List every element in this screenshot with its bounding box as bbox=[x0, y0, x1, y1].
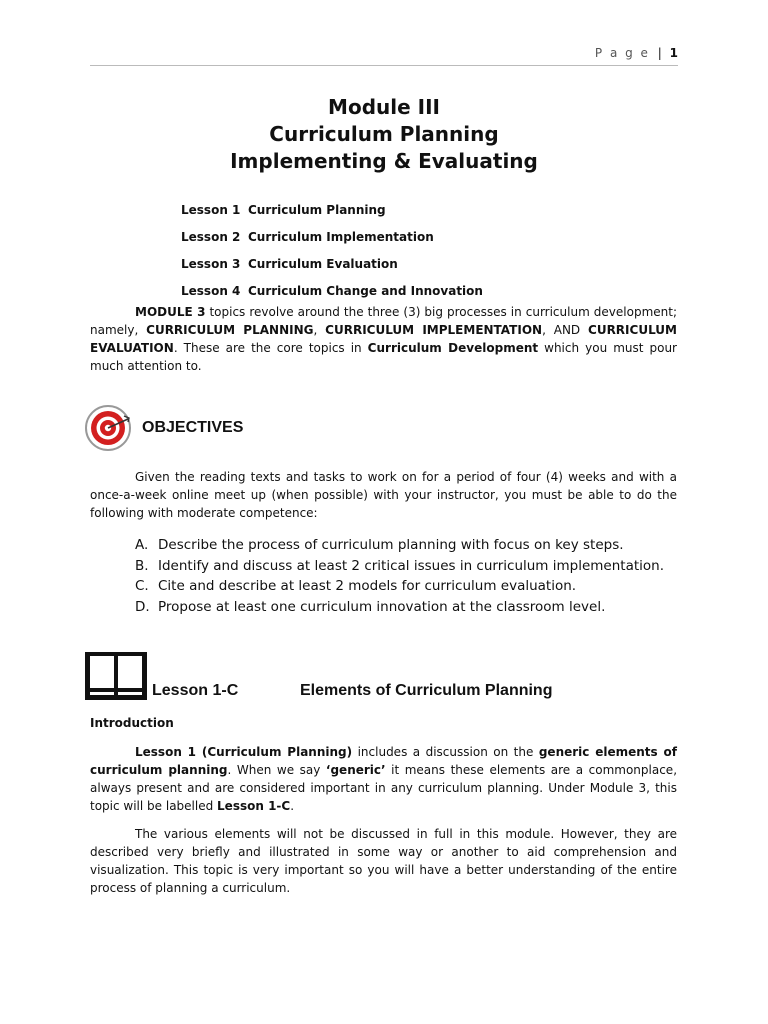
lesson-title: Elements of Curriculum Planning bbox=[300, 682, 553, 699]
list-item-text: Cite and describe at least 2 models for curriculum evaluation. bbox=[158, 578, 577, 594]
page-separator: | bbox=[657, 46, 662, 60]
list-item-letter: C. bbox=[135, 578, 149, 594]
lesson-intro-paragraph-2: The various elements will not be discussed in full in this module. However, they are described very briefly and illustrated in some way or another to aid comprehension and visualization. This topic is very important so you will have a better understanding of the entire process of planning a curriculum. bbox=[90, 827, 677, 895]
lesson-row bbox=[181, 201, 483, 228]
list-item-text: Describe the process of curriculum planning with focus on key steps. bbox=[158, 537, 624, 553]
lesson-code: Lesson 1-C bbox=[152, 682, 239, 699]
lesson-name: Curriculum Change and Innovation bbox=[248, 284, 483, 298]
module-title-line-3: Implementing & Evaluating bbox=[230, 149, 538, 173]
module-intro-paragraph: MODULE 3 topics revolve around the three (3) big processes in curriculum development; namely, CURRICULUM PLANNING, CURRICULUM IMPLEMENTATION, AND CURRICULUM EVALUATION. These are the core topics in Curriculum Development which you must pour much attention to. bbox=[90, 305, 677, 373]
list-item-text: Propose at least one curriculum innovation at the classroom level. bbox=[158, 598, 606, 615]
book-icon bbox=[84, 650, 148, 702]
module-title-line-2: Curriculum Planning bbox=[269, 122, 499, 146]
lesson-number: Lesson 4 bbox=[181, 284, 241, 298]
list-item bbox=[135, 597, 664, 618]
lesson-list bbox=[181, 201, 483, 309]
lesson-name: Curriculum Implementation bbox=[248, 230, 434, 244]
lesson-row bbox=[181, 255, 483, 282]
list-item-letter: D. bbox=[135, 598, 150, 615]
list-item bbox=[135, 556, 664, 577]
lesson-name: Curriculum Planning bbox=[248, 203, 386, 217]
list-item bbox=[135, 535, 664, 556]
page-header bbox=[595, 46, 678, 60]
lesson-name: Curriculum Evaluation bbox=[248, 257, 398, 271]
list-item-letter: A. bbox=[135, 537, 149, 553]
lesson-number: Lesson 1 bbox=[181, 203, 241, 217]
objectives-intro-paragraph: Given the reading texts and tasks to work on for a period of four (4) weeks and with a once-a-week online meet up (when possible) with your instructor, you must be able to do the following with moderate competence: bbox=[90, 470, 677, 520]
list-item bbox=[135, 576, 664, 597]
lesson-number: Lesson 3 bbox=[181, 257, 241, 271]
objectives-heading: OBJECTIVES bbox=[142, 419, 244, 436]
header-rule bbox=[90, 65, 678, 66]
module-title bbox=[0, 94, 768, 175]
list-item-text: Identify and discuss at least 2 critical issues in curriculum implementation. bbox=[158, 557, 664, 574]
module-title-line-1: Module III bbox=[328, 95, 440, 119]
page-label: P a g e bbox=[594, 46, 650, 60]
target-icon bbox=[84, 404, 132, 452]
introduction-heading: Introduction bbox=[90, 716, 174, 730]
lesson-number: Lesson 2 bbox=[181, 230, 241, 244]
objectives-list bbox=[135, 535, 664, 617]
lesson-intro-paragraph-1: Lesson 1 (Curriculum Planning) includes a discussion on the generic elements of curriculum planning. When we say ‘generic’ it means these elements are a commonplace, always present and are considered important in any curriculum planning. Under Module 3, this topic will be labelled Lesson 1-C. bbox=[90, 745, 678, 813]
list-item-letter: B. bbox=[135, 557, 149, 574]
page-number: 1 bbox=[669, 46, 678, 60]
lesson-row bbox=[181, 228, 483, 255]
